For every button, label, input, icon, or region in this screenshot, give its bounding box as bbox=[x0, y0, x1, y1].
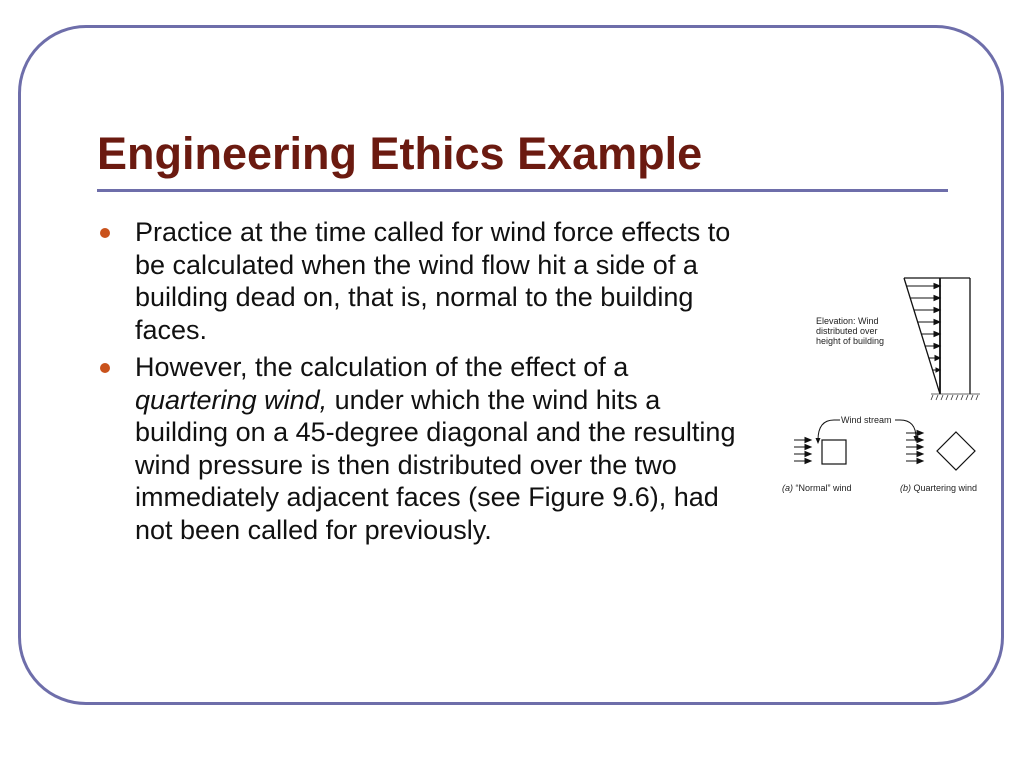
wind-stream-label: Wind stream bbox=[841, 415, 892, 425]
caption-normal-wind bbox=[782, 483, 852, 493]
wind-figure bbox=[776, 268, 988, 504]
elevation-wind-arrows bbox=[906, 284, 940, 373]
slide-title: Engineering Ethics Example bbox=[97, 128, 703, 179]
title-divider bbox=[97, 189, 948, 192]
normal-wind-arrows bbox=[794, 438, 811, 464]
bullet-item bbox=[135, 216, 755, 346]
caption-quartering-wind bbox=[900, 483, 977, 493]
bullet-list bbox=[135, 216, 755, 551]
caption-a-text: “Normal” wind bbox=[793, 483, 852, 493]
bullet-item bbox=[135, 351, 755, 546]
bullet-dot-icon bbox=[100, 228, 110, 238]
wind-diagram bbox=[776, 268, 988, 504]
bullet-text-italic: quartering wind, bbox=[135, 384, 328, 415]
elevation-label-line: distributed over bbox=[816, 326, 878, 336]
elevation-label-line: Elevation: Wind bbox=[816, 316, 879, 326]
elevation-label-line: height of building bbox=[816, 336, 885, 346]
quartering-building-diamond bbox=[937, 432, 975, 470]
caption-a-letter: (a) bbox=[782, 483, 793, 493]
normal-building-square bbox=[822, 440, 846, 464]
bullet-text-start: However, the calculation of the effect of a bbox=[135, 352, 629, 382]
caption-b-text: Quartering wind bbox=[911, 483, 978, 493]
elevation-diagram bbox=[816, 278, 980, 400]
bullet-text-end: under which the wind hits a building on a 45-degree diagonal and the resulting wind pressure is then distributed over the two immediately adjacent faces (see Figure 9.6), had not been called for previously. bbox=[135, 384, 736, 545]
bullet-text: Practice at the time called for wind force effects to be calculated when the wind flow hit a side of a building dead on, that is, normal to the building faces. bbox=[135, 217, 731, 345]
ground-hatch bbox=[931, 394, 980, 400]
quartering-wind-arrows bbox=[906, 431, 923, 464]
caption-b-letter: (b) bbox=[900, 483, 911, 493]
plan-diagram bbox=[782, 415, 977, 493]
bullet-dot-icon bbox=[100, 363, 110, 373]
